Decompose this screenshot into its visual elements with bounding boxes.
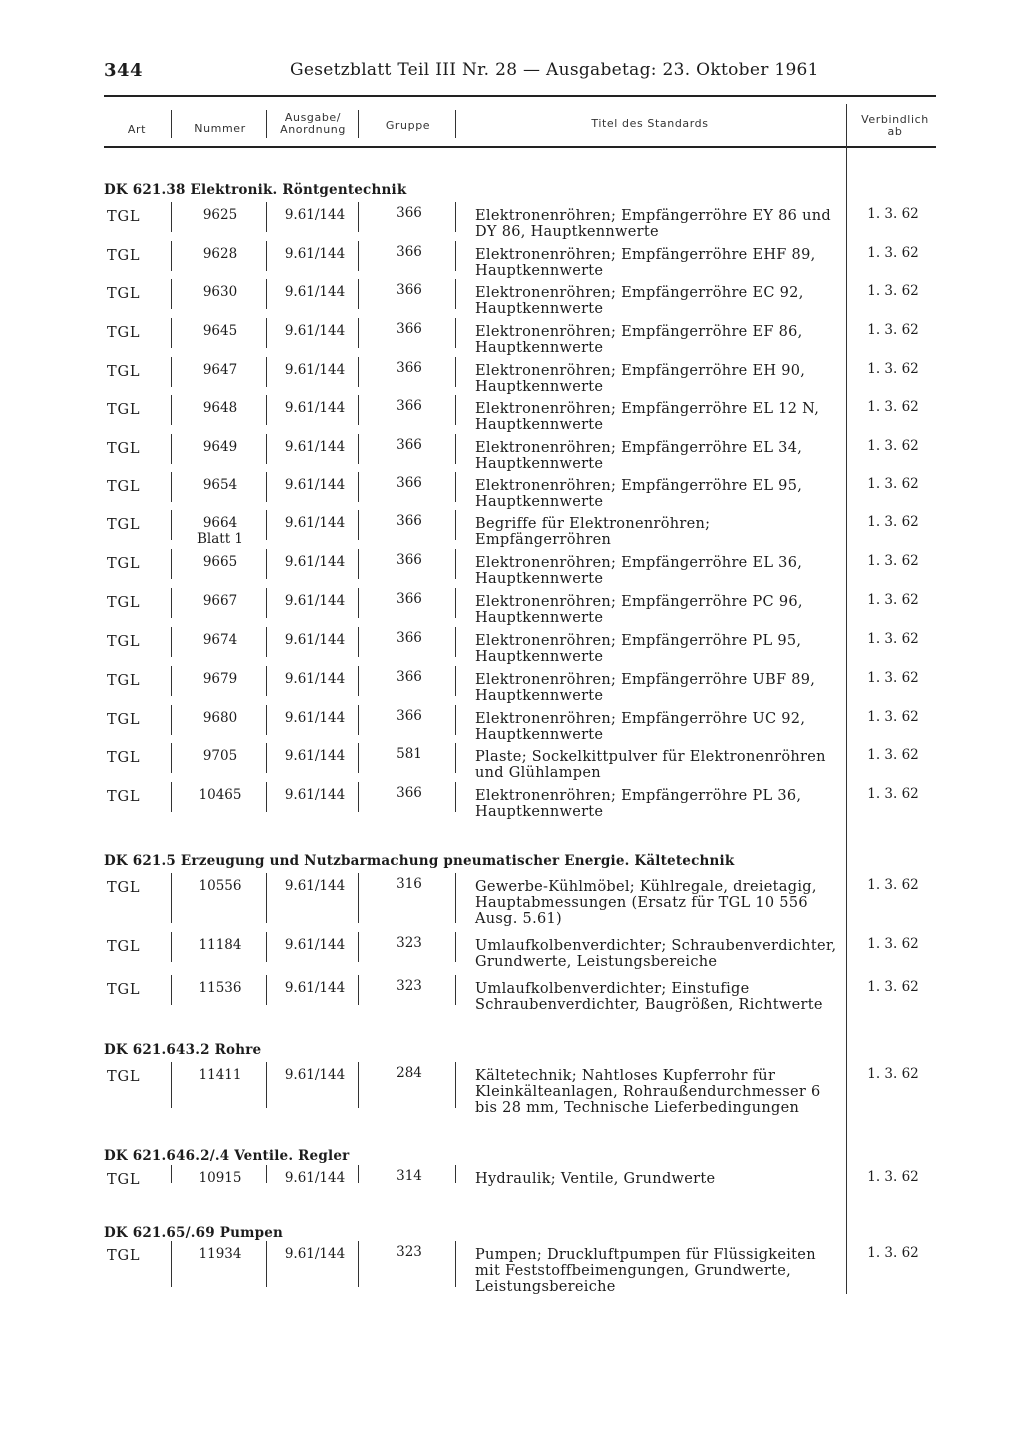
cell-gruppe: 366: [396, 475, 422, 491]
row-column-rule: [358, 873, 359, 923]
row-column-rule: [266, 975, 267, 1005]
cell-nummer: [176, 879, 264, 894]
cell-nummer: [176, 1247, 264, 1262]
cell-art: TGL: [107, 673, 141, 689]
row-column-rule: [358, 627, 359, 657]
row-column-rule: [358, 241, 359, 271]
cell-art: TGL: [107, 789, 141, 805]
header-divider: [171, 110, 172, 138]
cell-gruppe: 366: [396, 630, 422, 646]
row-column-rule: [266, 1241, 267, 1287]
row-column-rule: [171, 666, 172, 696]
cell-titel: Elektronenröhren; Empfängerröhre EL 34, Hauptkennwerte: [475, 440, 803, 472]
row-column-rule: [266, 1165, 267, 1183]
row-column-rule: [455, 318, 456, 348]
cell-verbindlich: 1. 3. 62: [867, 1245, 919, 1261]
row-column-rule: [266, 1062, 267, 1108]
cell-nummer: [176, 594, 264, 609]
row-column-rule: [266, 873, 267, 923]
cell-ausgabe: 9.61/144: [284, 1067, 346, 1083]
column-header-nummer: Nummer: [194, 122, 246, 135]
cell-ausgabe: 9.61/144: [284, 878, 346, 894]
cell-titel: Elektronenröhren; Empfängerröhre EY 86 und DY 86, Hauptkennwerte: [475, 208, 831, 240]
row-column-rule: [171, 395, 172, 425]
cell-gruppe: 366: [396, 360, 422, 376]
cell-art: TGL: [107, 248, 141, 264]
row-column-rule: [266, 241, 267, 271]
row-column-rule: [171, 1165, 172, 1183]
row-column-rule: [455, 666, 456, 696]
cell-ausgabe: 9.61/144: [284, 323, 346, 339]
cell-nummer-value: 9625: [202, 207, 238, 223]
cell-nummer: [176, 401, 264, 416]
cell-ausgabe: 9.61/144: [284, 284, 346, 300]
row-column-rule: [171, 318, 172, 348]
cell-nummer: [176, 1068, 264, 1083]
cell-nummer: [176, 749, 264, 764]
cell-titel: Umlaufkolbenverdichter; Einstufige Schraubenverdichter, Baugrößen, Richtwerte: [475, 981, 823, 1013]
cell-art: TGL: [107, 441, 141, 457]
row-column-rule: [171, 1062, 172, 1108]
cell-gruppe: 284: [396, 1065, 422, 1081]
cell-titel: Begriffe für Elektronenröhren; Empfängerröhren: [475, 516, 711, 548]
row-column-rule: [266, 549, 267, 579]
row-column-rule: [171, 1241, 172, 1287]
cell-verbindlich: 1. 3. 62: [867, 592, 919, 608]
row-column-rule: [171, 705, 172, 735]
row-column-rule: [266, 510, 267, 540]
cell-nummer: [176, 208, 264, 223]
cell-verbindlich: 1. 3. 62: [867, 245, 919, 261]
row-column-rule: [266, 472, 267, 502]
header-divider: [455, 110, 456, 138]
cell-art: TGL: [107, 1069, 141, 1085]
cell-art: TGL: [107, 939, 141, 955]
row-column-rule: [171, 627, 172, 657]
cell-nummer-value: 10556: [198, 878, 242, 894]
row-column-rule: [266, 932, 267, 962]
cell-gruppe: 581: [396, 746, 422, 762]
cell-titel: Elektronenröhren; Empfängerröhre EL 36, Hauptkennwerte: [475, 555, 803, 587]
column-header-verbindlich: [850, 114, 940, 138]
cell-verbindlich: 1. 3. 62: [867, 361, 919, 377]
cell-ausgabe: 9.61/144: [284, 1246, 346, 1262]
column-header-verbindlich-line1: Verbindlich: [861, 113, 929, 126]
cell-nummer-value: 9630: [202, 284, 238, 300]
row-column-rule: [455, 705, 456, 735]
row-column-rule: [358, 782, 359, 812]
row-column-rule: [358, 1165, 359, 1183]
cell-titel: Elektronenröhren; Empfängerröhre EHF 89, Hauptkennwerte: [475, 247, 816, 279]
cell-nummer: [176, 285, 264, 300]
cell-titel: Plaste; Sockelkittpulver für Elektronenröhren und Glühlampen: [475, 749, 826, 781]
row-column-rule: [171, 549, 172, 579]
row-column-rule: [266, 627, 267, 657]
cell-nummer-value: 9649: [202, 439, 238, 455]
cell-ausgabe: 9.61/144: [284, 593, 346, 609]
cell-titel: Elektronenröhren; Empfängerröhre EC 92, Hauptkennwerte: [475, 285, 804, 317]
cell-nummer: [176, 711, 264, 726]
header-divider: [358, 110, 359, 138]
cell-ausgabe: 9.61/144: [284, 671, 346, 687]
cell-ausgabe: 9.61/144: [284, 362, 346, 378]
cell-verbindlich: 1. 3. 62: [867, 747, 919, 763]
row-column-rule: [455, 357, 456, 387]
cell-verbindlich: 1. 3. 62: [867, 877, 919, 893]
cell-gruppe: 323: [396, 935, 422, 951]
cell-titel: Hydraulik; Ventile, Grundwerte: [475, 1171, 716, 1187]
cell-nummer-value: 9654: [202, 477, 238, 493]
row-column-rule: [455, 510, 456, 540]
cell-gruppe: 366: [396, 785, 422, 801]
section-heading: DK 621.646.2/.4 Ventile. Regler: [104, 1148, 350, 1164]
cell-nummer: [176, 324, 264, 339]
cell-verbindlich: 1. 3. 62: [867, 322, 919, 338]
cell-nummer-value: 11934: [198, 1246, 242, 1262]
row-column-rule: [358, 743, 359, 773]
row-column-rule: [455, 279, 456, 309]
section-heading: DK 621.38 Elektronik. Röntgentechnik: [104, 182, 407, 198]
cell-nummer-value: 9705: [202, 748, 238, 764]
cell-ausgabe: 9.61/144: [284, 632, 346, 648]
section-heading: DK 621.65/.69 Pumpen: [104, 1225, 284, 1241]
cell-nummer-value: 11184: [198, 937, 242, 953]
row-column-rule: [455, 472, 456, 502]
cell-art: TGL: [107, 750, 141, 766]
row-column-rule: [455, 434, 456, 464]
cell-gruppe: 366: [396, 552, 422, 568]
row-column-rule: [171, 202, 172, 232]
cell-nummer-value: 9674: [202, 632, 238, 648]
row-column-rule: [358, 549, 359, 579]
cell-art: TGL: [107, 402, 141, 418]
cell-nummer: [176, 672, 264, 687]
cell-verbindlich: 1. 3. 62: [867, 1169, 919, 1185]
cell-gruppe: 366: [396, 437, 422, 453]
section-heading: DK 621.5 Erzeugung und Nutzbarmachung pneumatischer Energie. Kältetechnik: [104, 853, 735, 869]
cell-nummer: [176, 633, 264, 648]
cell-titel: Elektronenröhren; Empfängerröhre EL 95, Hauptkennwerte: [475, 478, 803, 510]
row-column-rule: [455, 588, 456, 618]
cell-nummer-value: 9680: [202, 710, 238, 726]
row-column-rule: [358, 279, 359, 309]
row-column-rule: [266, 782, 267, 812]
cell-art: TGL: [107, 982, 141, 998]
cell-gruppe: 366: [396, 321, 422, 337]
cell-nummer: [176, 788, 264, 803]
row-column-rule: [171, 510, 172, 540]
table-header-bottom-rule: [104, 146, 936, 148]
cell-verbindlich: 1. 3. 62: [867, 476, 919, 492]
cell-titel: Kältetechnik; Nahtloses Kupferrohr für Kleinkälteanlagen, Rohraußendurchmesser 6 bis 28 mm, Technische Lieferbedingungen: [475, 1068, 821, 1116]
row-column-rule: [455, 241, 456, 271]
cell-verbindlich: 1. 3. 62: [867, 553, 919, 569]
row-column-rule: [358, 975, 359, 1005]
row-column-rule: [358, 1241, 359, 1287]
cell-nummer-value: 9664: [202, 515, 238, 531]
cell-titel: Elektronenröhren; Empfängerröhre EH 90, Hauptkennwerte: [475, 363, 806, 395]
cell-gruppe: 366: [396, 513, 422, 529]
row-column-rule: [266, 705, 267, 735]
cell-nummer-blatt: Blatt 1: [196, 531, 244, 547]
column-header-ausgabe-line1: Ausgabe/: [284, 111, 342, 124]
cell-titel: Elektronenröhren; Empfängerröhre EL 12 N, Hauptkennwerte: [475, 401, 820, 433]
cell-art: TGL: [107, 595, 141, 611]
cell-nummer: [176, 1171, 264, 1186]
cell-art: TGL: [107, 325, 141, 341]
row-column-rule: [171, 357, 172, 387]
cell-gruppe: 323: [396, 1244, 422, 1260]
cell-nummer-value: 9667: [202, 593, 238, 609]
cell-nummer-value: 9645: [202, 323, 238, 339]
cell-verbindlich: 1. 3. 62: [867, 283, 919, 299]
cell-verbindlich: 1. 3. 62: [867, 399, 919, 415]
cell-gruppe: 323: [396, 978, 422, 994]
row-column-rule: [455, 1241, 456, 1287]
row-column-rule: [171, 932, 172, 962]
cell-titel: Elektronenröhren; Empfängerröhre PC 96, Hauptkennwerte: [475, 594, 803, 626]
cell-nummer: [176, 555, 264, 570]
row-column-rule: [358, 705, 359, 735]
cell-titel: Elektronenröhren; Empfängerröhre UBF 89, Hauptkennwerte: [475, 672, 816, 704]
row-column-rule: [171, 241, 172, 271]
column-header-ausgabe-line2: Anordnung: [280, 123, 346, 136]
row-column-rule: [171, 434, 172, 464]
column-header-art: Art: [127, 123, 147, 136]
cell-titel: Pumpen; Druckluftpumpen für Flüssigkeiten mit Feststoffbeimengungen, Grundwerte, Leistungsbereiche: [475, 1247, 816, 1295]
cell-titel: Elektronenröhren; Empfängerröhre PL 36, Hauptkennwerte: [475, 788, 802, 820]
cell-nummer: [176, 440, 264, 455]
row-column-rule: [266, 202, 267, 232]
cell-verbindlich: 1. 3. 62: [867, 670, 919, 686]
cell-ausgabe: 9.61/144: [284, 246, 346, 262]
cell-nummer-value: 9648: [202, 400, 238, 416]
row-column-rule: [171, 975, 172, 1005]
cell-gruppe: 366: [396, 708, 422, 724]
row-column-rule: [358, 666, 359, 696]
row-column-rule: [358, 434, 359, 464]
row-column-rule: [171, 279, 172, 309]
page-header-title: Gesetzblatt Teil III Nr. 28 — Ausgabetag: 23. Oktober 1961: [290, 60, 819, 80]
row-column-rule: [266, 743, 267, 773]
cell-ausgabe: 9.61/144: [284, 400, 346, 416]
cell-verbindlich: 1. 3. 62: [867, 514, 919, 530]
cell-art: TGL: [107, 517, 141, 533]
cell-gruppe: 316: [396, 876, 422, 892]
column-header-titel: Titel des Standards: [591, 117, 709, 130]
row-column-rule: [358, 395, 359, 425]
cell-titel: Umlaufkolbenverdichter; Schraubenverdichter, Grundwerte, Leistungsbereiche: [475, 938, 837, 970]
cell-nummer-value: 9665: [202, 554, 238, 570]
row-column-rule: [455, 627, 456, 657]
cell-verbindlich: 1. 3. 62: [867, 979, 919, 995]
table-top-rule: [104, 95, 936, 97]
cell-nummer: [176, 981, 264, 996]
cell-gruppe: 366: [396, 591, 422, 607]
cell-ausgabe: 9.61/144: [284, 937, 346, 953]
cell-art: TGL: [107, 712, 141, 728]
row-column-rule: [266, 318, 267, 348]
row-column-rule: [455, 975, 456, 1005]
row-column-rule: [455, 932, 456, 962]
row-column-rule: [455, 549, 456, 579]
cell-gruppe: 366: [396, 282, 422, 298]
cell-art: TGL: [107, 286, 141, 302]
cell-gruppe: 366: [396, 669, 422, 685]
cell-gruppe: 366: [396, 398, 422, 414]
cell-gruppe: 366: [396, 244, 422, 260]
row-column-rule: [171, 588, 172, 618]
cell-titel: Elektronenröhren; Empfängerröhre UC 92, Hauptkennwerte: [475, 711, 806, 743]
row-column-rule: [455, 873, 456, 923]
cell-nummer: [176, 516, 264, 547]
row-column-rule: [358, 932, 359, 962]
cell-ausgabe: 9.61/144: [284, 515, 346, 531]
section-heading: DK 621.643.2 Rohre: [104, 1042, 262, 1058]
cell-ausgabe: 9.61/144: [284, 980, 346, 996]
cell-nummer-value: 9647: [202, 362, 238, 378]
cell-ausgabe: 9.61/144: [284, 787, 346, 803]
column-header-verbindlich-line2: ab: [887, 125, 903, 138]
cell-art: TGL: [107, 1248, 141, 1264]
row-column-rule: [266, 588, 267, 618]
cell-nummer-value: 9679: [202, 671, 238, 687]
cell-ausgabe: 9.61/144: [284, 554, 346, 570]
cell-verbindlich: 1. 3. 62: [867, 936, 919, 952]
column-header-gruppe: Gruppe: [385, 119, 431, 132]
cell-titel: Elektronenröhren; Empfängerröhre EF 86, Hauptkennwerte: [475, 324, 803, 356]
cell-nummer-value: 10465: [198, 787, 242, 803]
cell-ausgabe: 9.61/144: [284, 748, 346, 764]
cell-nummer-value: 11536: [198, 980, 242, 996]
cell-art: TGL: [107, 880, 141, 896]
cell-art: TGL: [107, 634, 141, 650]
cell-art: TGL: [107, 556, 141, 572]
row-column-rule: [358, 1062, 359, 1108]
cell-titel: Gewerbe-Kühlmöbel; Kühlregale, dreietagig, Hauptabmessungen (Ersatz für TGL 10 556 Ausg. 5.61): [475, 879, 817, 927]
cell-nummer-value: 11411: [198, 1067, 242, 1083]
row-column-rule: [358, 318, 359, 348]
cell-nummer: [176, 478, 264, 493]
cell-ausgabe: 9.61/144: [284, 1170, 346, 1186]
row-column-rule: [358, 357, 359, 387]
row-column-rule: [358, 472, 359, 502]
cell-ausgabe: 9.61/144: [284, 207, 346, 223]
cell-nummer: [176, 247, 264, 262]
cell-verbindlich: 1. 3. 62: [867, 709, 919, 725]
cell-gruppe: 366: [396, 205, 422, 221]
row-column-rule: [358, 510, 359, 540]
row-column-rule: [171, 472, 172, 502]
row-column-rule: [358, 588, 359, 618]
row-column-rule: [455, 395, 456, 425]
row-column-rule: [266, 395, 267, 425]
cell-gruppe: 314: [396, 1168, 422, 1184]
row-column-rule: [171, 743, 172, 773]
cell-verbindlich: 1. 3. 62: [867, 438, 919, 454]
cell-titel: Elektronenröhren; Empfängerröhre PL 95, Hauptkennwerte: [475, 633, 802, 665]
row-column-rule: [455, 202, 456, 232]
cell-art: TGL: [107, 1172, 141, 1188]
row-column-rule: [171, 873, 172, 923]
header-divider: [846, 104, 847, 146]
cell-verbindlich: 1. 3. 62: [867, 206, 919, 222]
cell-verbindlich: 1. 3. 62: [867, 786, 919, 802]
row-column-rule: [358, 202, 359, 232]
cell-nummer-value: 9628: [202, 246, 238, 262]
cell-ausgabe: 9.61/144: [284, 710, 346, 726]
row-column-rule: [266, 666, 267, 696]
cell-art: TGL: [107, 209, 141, 225]
cell-verbindlich: 1. 3. 62: [867, 631, 919, 647]
row-column-rule: [266, 279, 267, 309]
cell-verbindlich: 1. 3. 62: [867, 1066, 919, 1082]
cell-ausgabe: 9.61/144: [284, 477, 346, 493]
row-column-rule: [455, 1165, 456, 1183]
row-column-rule: [266, 357, 267, 387]
cell-nummer: [176, 363, 264, 378]
cell-ausgabe: 9.61/144: [284, 439, 346, 455]
row-column-rule: [171, 782, 172, 812]
cell-art: TGL: [107, 479, 141, 495]
cell-art: TGL: [107, 364, 141, 380]
column-header-ausgabe: [268, 112, 358, 136]
row-column-rule: [455, 782, 456, 812]
cell-nummer: [176, 938, 264, 953]
row-column-rule: [266, 434, 267, 464]
row-column-rule: [455, 743, 456, 773]
row-column-rule: [455, 1062, 456, 1108]
page-number: 344: [104, 60, 144, 81]
cell-nummer-value: 10915: [198, 1170, 242, 1186]
